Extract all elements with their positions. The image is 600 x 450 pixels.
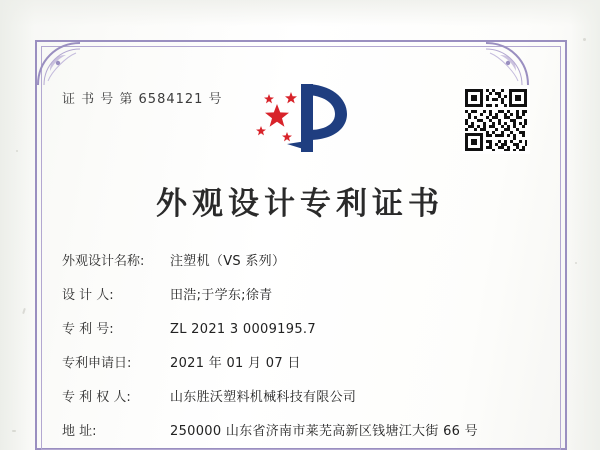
field-application-date [62,352,532,386]
field-value: 注塑机（VS 系列） [170,254,286,269]
field-value: 山东胜沃塑料机械科技有限公司 [170,390,357,405]
cnipa-logo [243,78,359,158]
page-title: 外观设计专利证书 [156,186,444,222]
qr-code [462,86,530,154]
field-design-name [62,250,532,284]
scan-artifact [583,38,586,41]
field-patentee [62,386,532,420]
field-label: 专利申请日: [62,356,132,371]
field-label: 专 利 号: [62,322,114,337]
scan-artifact [12,430,16,432]
field-value: 田浩;于学东;徐青 [170,288,273,303]
field-address [62,420,532,450]
fields-list [62,250,532,450]
field-label: 外观设计名称: [62,254,145,269]
field-value: ZL 2021 3 0009195.7 [170,322,316,337]
field-value: 2021 年 01 月 07 日 [170,356,301,371]
field-label: 地 址: [62,424,97,439]
field-label: 设 计 人: [62,288,114,303]
scan-artifact [575,262,577,264]
paper-shade-right [570,0,600,450]
field-patent-number [62,318,532,352]
scan-artifact [16,150,18,152]
field-label: 专 利 权 人: [62,390,131,405]
paper-shade-top [0,0,600,26]
field-designer [62,284,532,318]
field-value: 250000 山东省济南市莱芜高新区钱塘江大街 66 号 [170,424,478,439]
certificate-number: 证 书 号 第 6584121 号 [62,92,223,107]
paper-shade-left [0,0,34,450]
